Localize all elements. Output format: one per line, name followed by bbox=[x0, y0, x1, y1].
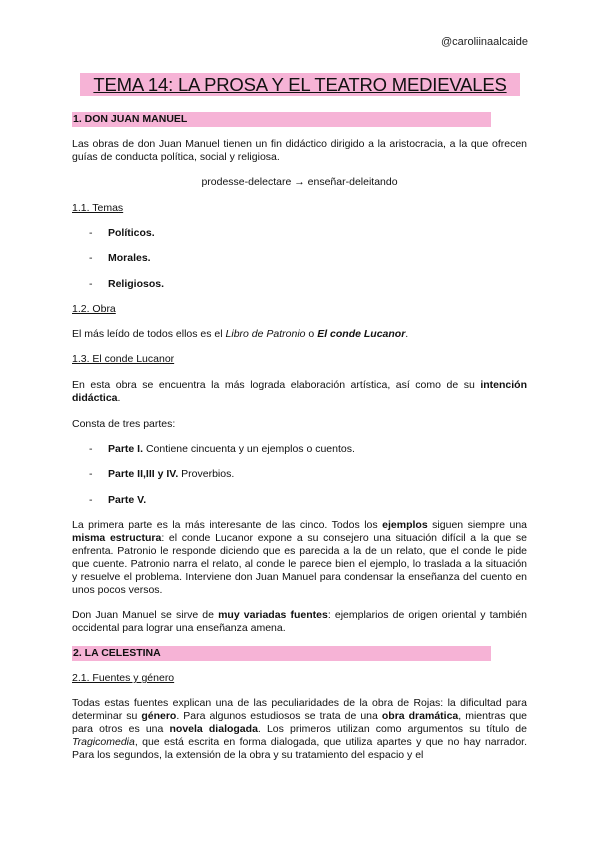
fuentes-paragraph: Todas estas fuentes explican una de las peculiaridades de la obra de Rojas: la dificultad para determinar su género. Para algunos estudiosos se trata de una obra dramática, mientras que para otros es una novela dialogada. Los primeros utilizan como argumentos su título de Tragicomedia, que está escrita en forma dialogada, que utiliza apartes y que no hay narrador. Para los segundos, la extensión de la obra y su tratamiento del espacio y el bbox=[72, 697, 528, 761]
list-item: - Morales. bbox=[89, 252, 151, 264]
subheading-fuentes-y-genero: 2.1. Fuentes y género bbox=[72, 672, 175, 684]
subheading-temas: 1.1. Temas bbox=[72, 202, 124, 214]
list-item-label: Morales. bbox=[108, 252, 151, 264]
obra-paragraph: El más leído de todos ellos es el Libro de Patronio o El conde Lucanor. bbox=[72, 328, 409, 340]
lucanor-paragraph-1: En esta obra se encuentra la más lograda elaboración artística, así como de su intención didáctica. bbox=[72, 379, 527, 404]
list-item: - Religiosos. bbox=[89, 278, 165, 290]
section-heading-don-juan-manuel: 1. DON JUAN MANUEL bbox=[72, 112, 491, 127]
lucanor-paragraph-2: La primera parte es la más interesante de las cinco. Todos los ejemplos siguen siempre una misma estructura: el conde Lucanor expone a su consejero una situación difícil a la que se enfrenta. Patronio le responde diciendo que es parecida a la de un relato, que el conde le pide que cuente. Patronio narra el relato, al conde le parece bien el ejemplo, lo traslada a la situación y resuelve el problema. Interviene don Juan Manuel para condensar la enseñanza del cuento en unos pocos versos. bbox=[72, 519, 528, 596]
subheading-el-conde-lucanor: 1.3. El conde Lucanor bbox=[72, 353, 175, 365]
list-item: - Parte II,III y IV. Proverbios. bbox=[89, 468, 235, 480]
list-item: - Parte V. bbox=[89, 494, 147, 506]
list-item-label: Religiosos. bbox=[108, 278, 165, 290]
author-handle: @caroliinaalcaide bbox=[441, 36, 528, 48]
page-title: TEMA 14: LA PROSA Y EL TEATRO MEDIEVALES bbox=[80, 73, 520, 96]
list-item: - Políticos. bbox=[89, 227, 155, 239]
list-item: - Parte I. Contiene cincuenta y un ejemplos o cuentos. bbox=[89, 443, 355, 455]
formula-line: prodesse-delectare → enseñar-deleitando bbox=[201, 176, 398, 188]
subheading-obra: 1.2. Obra bbox=[72, 303, 116, 315]
consta-line: Consta de tres partes: bbox=[72, 418, 176, 430]
lucanor-paragraph-3: Don Juan Manuel se sirve de muy variadas fuentes: ejemplarios de origen oriental y también occidental para lograr una enseñanza amena. bbox=[72, 609, 527, 634]
section-heading-la-celestina: 2. LA CELESTINA bbox=[72, 646, 491, 661]
intro-paragraph: Las obras de don Juan Manuel tienen un fin didáctico dirigido a la aristocracia, a la que ofrecen guías de conducta política, social y religiosa. bbox=[72, 138, 527, 163]
list-item-label: Políticos. bbox=[108, 227, 155, 239]
